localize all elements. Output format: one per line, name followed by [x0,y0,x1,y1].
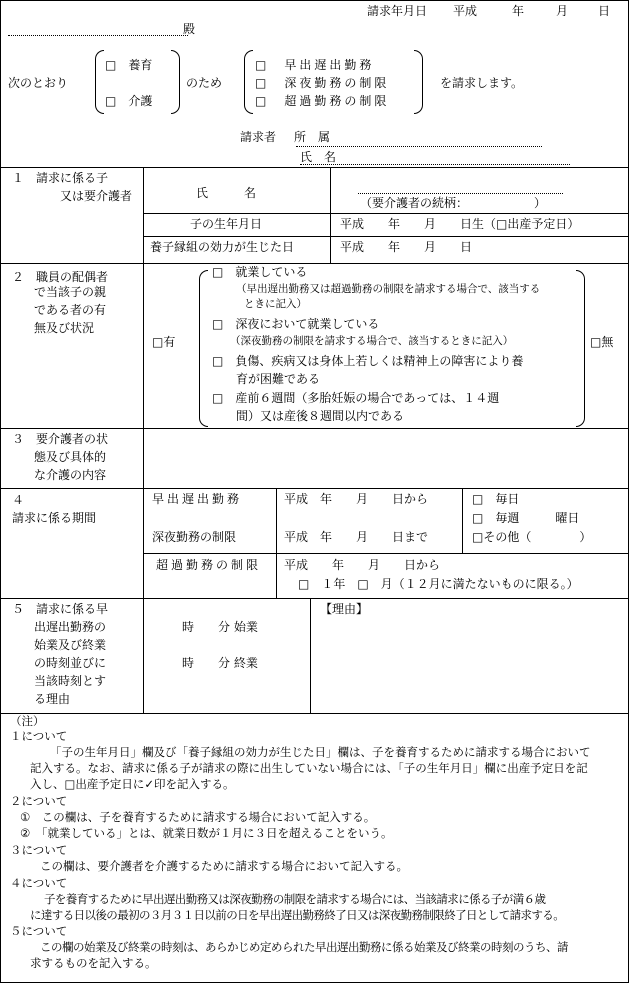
request-date-era: 平成 [453,4,478,18]
s5-title-line6: る理由 [34,692,71,706]
s2-item-employed-note1: （早出遅出勤務又は超過勤務の制限を請求する場合で、該当する [236,283,541,295]
rule-s1-value-divider [330,213,331,263]
s4-early-label: 早出遅出勤務 [152,492,243,506]
type-option-early-late[interactable]: □ 早出遅出勤務 [255,58,375,72]
s2-bracket-left [199,270,208,427]
s2-item-maternity-line2: 間）又は産後８週間以内である [236,409,405,423]
note4-title: ４について [10,876,68,890]
s4-from-value[interactable]: 平成 年 月 日から [284,492,429,506]
purpose-bracket-left [95,50,104,114]
request-date-label: 請求年月日 [367,4,428,18]
name-label: 氏 名 [300,150,337,164]
s3-title-line1: ３ 要介護者の状 [12,432,109,446]
rule-s3-top [0,428,629,429]
note2-title: ２について [10,794,68,808]
note5-title: ５について [10,924,68,938]
s5-reason-label: 【理由】 [320,602,369,616]
frame-left [0,0,1,983]
addressee-suffix: 殿 [183,22,196,36]
for-label: のため [186,76,223,90]
s1-title-line1: １ 請求に係る子 [12,171,109,185]
s2-has-checkbox[interactable]: □有 [152,335,176,349]
note4-line1: 子を養育するために早出遅出勤務又は深夜勤務の制限を請求する場合には、当該請求に係る子が満６歳 [44,892,546,906]
s5-title-line3: 始業及び終業 [34,638,107,652]
rule-s4-label-divider [276,488,277,598]
rule-s1-row2 [143,213,628,214]
s2-title-line2: で当該子の親 [34,285,107,299]
s2-bracket-right [576,270,585,427]
s5-start-time[interactable]: 時 分 始業 [182,620,258,634]
request-date-month: 月 [556,4,569,18]
intro-text: 次のとおり [8,76,69,90]
s2-item-maternity[interactable]: □ 産前６週間（多胎妊娠の場合であっては、１４週 [212,391,500,405]
s4-freq-weekly[interactable]: □ 毎週 曜日 [472,511,580,525]
s1-name-label: 氏 名 [196,186,257,200]
s2-item-night-work[interactable]: □ 深夜において就業している [212,317,380,331]
s1-adoption-label: 養子縁組の効力が生じた日 [150,240,295,254]
s2-item-illness-line2: 育が困難である [236,372,321,386]
s4-title-line2: 請求に係る期間 [12,511,97,525]
purpose-option-childcare[interactable]: □ 養育 [105,58,153,72]
s2-title-line4: 無及び状況 [34,321,95,335]
s5-end-time[interactable]: 時 分 終業 [182,656,258,670]
note1-title: １について [10,729,68,743]
s1-name-field[interactable] [358,193,563,194]
s5-title-line2: 出遅出勤務の [34,620,107,634]
s1-relation-label: （要介護者の続柄： ） [360,196,547,210]
s5-title-line1: ５ 請求に係る早 [12,602,109,616]
type-bracket-right [414,50,423,114]
type-option-overtime-limit[interactable]: □ 超過勤務の制限 [255,94,390,108]
s2-title-line1: ２ 職員の配偶者 [12,270,109,284]
requester-name-field[interactable] [300,164,570,165]
rule-s1-top [0,167,629,168]
s1-adoption-value[interactable]: 平成 年 月 日 [340,240,473,254]
rule-s1-row3 [143,236,628,237]
s2-item-illness[interactable]: □ 負傷、疾病又は身体上若しくは精神上の障害により養 [212,354,524,368]
rule-s4-top [0,488,629,489]
requester-label: 請求者 [240,130,277,144]
note2-line1: ① この欄は、子を養育するために請求する場合において記入する。 [20,810,376,824]
note1-line1: 「子の生年月日」欄及び「養子縁組の効力が生じた日」欄は、子を養育するために請求する場合において [50,745,591,759]
note2-line2: ② 「就業している」とは、就業日数が１月に３日を超えることをいう。 [20,826,393,840]
note3-line1: この欄は、要介護者を介護するために請求する場合において記入する。 [40,859,408,873]
note5-line2: 求するものを記入する。 [30,956,157,970]
s1-title-line2: 又は要介護者 [60,189,133,203]
request-date-day: 日 [598,4,611,18]
s3-title-line3: な介護の内容 [34,468,107,482]
s4-freq-daily[interactable]: □ 毎日 [472,492,520,506]
notes-heading: （注） [10,714,45,728]
rule-s4-row2 [143,553,628,554]
s5-title-line5: 当該時刻とす [34,674,107,688]
s2-item-night-work-note: （深夜勤務の制限を請求する場合で、該当するときに記入） [230,335,514,347]
s2-none-checkbox[interactable]: □無 [590,335,614,349]
s4-overtime-from[interactable]: 平成 年 月 日から [284,558,441,572]
s4-to-value[interactable]: 平成 年 月 日まで [284,530,429,544]
rule-s5-top [0,598,629,599]
purpose-bracket-right [171,50,180,114]
s4-title-line1: ４ [12,493,25,507]
s4-overtime-label: 超過勤務の制限 [156,558,262,572]
rule-s2-top [0,263,629,264]
s1-child-birth-value[interactable]: 平成 年 月 日生（□出産予定日） [340,217,580,231]
s3-title-line2: 態及び具体的 [34,450,107,464]
affiliation-label: 所 属 [294,130,331,144]
rule-s3-divider [143,428,144,488]
s4-overtime-period[interactable]: □ １年 □ 月（１２月に満たないものに限る。） [298,577,579,591]
type-bracket-left [244,50,253,114]
note4-line2: に達する日以後の最初の３月３１日以前の日を早出遅出勤務終了日又は深夜勤務制限終了日として請求する。 [30,908,565,922]
rule-notes-top [0,713,629,714]
s2-item-employed[interactable]: □ 就業している [212,265,308,279]
note3-title: ３について [10,843,68,857]
s4-night-label: 深夜勤務の制限 [152,530,237,544]
note5-line1: この欄の始業及び終業の時刻は、あらかじめ定められた早出遅出勤務に係る始業及び終業の時刻のうち、請 [40,940,568,954]
frame-top [0,0,629,1]
s2-title-line3: である者の有 [34,303,107,317]
s2-item-employed-note2: ときに記入） [244,298,307,310]
s1-child-birth-label: 子の生年月日 [190,217,263,231]
rule-s4-freq-divider [462,488,463,553]
request-tail: を請求します。 [440,76,524,90]
s5-title-line4: の時刻並びに [34,656,107,670]
affiliation-field[interactable] [296,146,542,147]
note1-line2: 記入する。なお、請求に係る子が請求の際に出生していない場合には、「子の生年月日」欄に出産予定日を記 [30,761,588,775]
note1-line3: 入し、□出産予定日に✓印を記入する。 [30,777,235,791]
purpose-option-nursing[interactable]: □ 介護 [105,94,153,108]
rule-s1-name-divider [330,167,331,213]
rule-s5-divider [310,598,311,713]
s4-freq-other[interactable]: □その他（ ） [472,530,592,544]
addressee-field[interactable] [8,35,188,36]
type-option-night-limit[interactable]: □ 深夜勤務の制限 [255,76,390,90]
request-date-year: 年 [512,4,525,18]
